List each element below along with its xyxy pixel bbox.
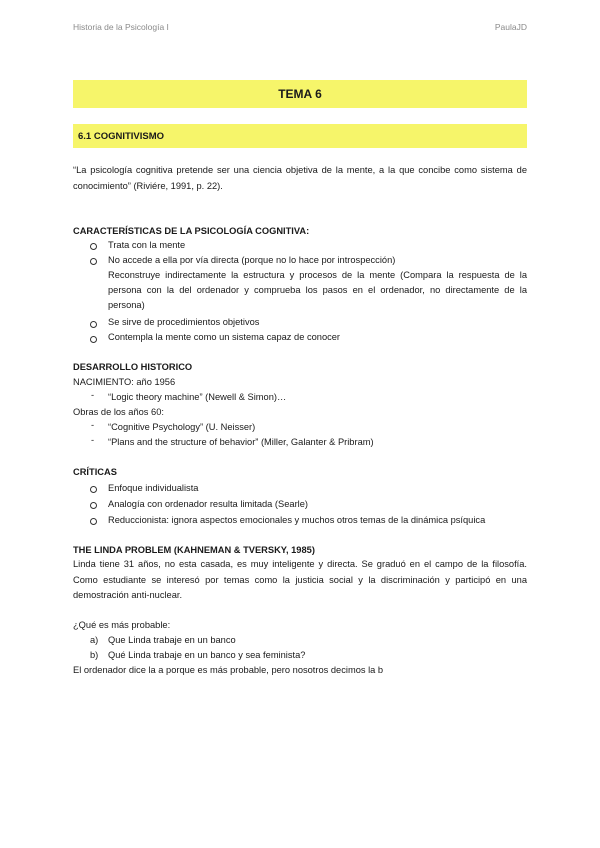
dash-bullet-icon: - — [91, 390, 95, 400]
linda-heading: THE LINDA PROBLEM (KAHNEMAN & TVERSKY, 1985) — [73, 545, 315, 555]
list-item: “Cognitive Psychology” (U. Neisser) — [108, 422, 256, 432]
list-item: “Plans and the structure of behavior” (Miller, Galanter & Pribram) — [108, 437, 374, 447]
list-item: No accede a ella por vía directa (porque no lo hace por introspección) — [108, 255, 396, 265]
option-label: a) — [90, 635, 99, 645]
bullet-circle-icon — [90, 486, 97, 493]
option-text: Qué Linda trabaje en un banco y sea feminista? — [108, 650, 306, 660]
header-author: PaulaJD — [494, 22, 527, 32]
caracteristicas-heading: CARACTERÍSTICAS DE LA PSICOLOGÍA COGNITIVA: — [73, 226, 310, 236]
bullet-circle-icon — [90, 336, 97, 343]
option-text: Que Linda trabaje en un banco — [108, 635, 236, 645]
list-item: “Logic theory machine” (Newell & Simon)… — [108, 392, 287, 402]
list-item: Contempla la mente como un sistema capaz de conocer — [108, 332, 341, 342]
linda-paragraph: Linda tiene 31 años, no esta casada, es muy inteligente y directa. Se graduó en el campo de la filosofía. Como estudiante se interesó por temas como la justicia social y la discriminación y participó en una demostración anti-nuclear. — [73, 559, 527, 600]
page-title: TEMA 6 — [73, 80, 527, 108]
obras-text: Obras de los años 60: — [73, 407, 164, 417]
dash-bullet-icon: - — [91, 435, 95, 445]
bullet-circle-icon — [90, 518, 97, 525]
section-heading: 6.1 COGNITIVISMO — [73, 124, 527, 148]
linda-question: ¿Qué es más probable: — [73, 620, 171, 630]
bullet-circle-icon — [90, 321, 97, 328]
list-item-continuation: Reconstruye indirectamente la estructura y procesos de la mente (Compara la respuesta de la persona con la del ordenador y comprueba los pasos en el ordenador, no directamente de la persona) — [108, 270, 527, 310]
list-item: Trata con la mente — [108, 240, 186, 250]
linda-conclusion: El ordenador dice la a porque es más probable, pero nosotros decimos la b — [73, 665, 384, 675]
header-subject: Historia de la Psicología I — [73, 22, 169, 32]
list-item: Analogía con ordenador resulta limitada (Searle) — [108, 499, 308, 509]
list-item: Se sirve de procedimientos objetivos — [108, 317, 260, 327]
bullet-circle-icon — [90, 258, 97, 265]
list-item: Reduccionista: ignora aspectos emocionales y muchos otros temas de la dinámica psíquica — [108, 515, 486, 525]
list-item: Enfoque individualista — [108, 483, 199, 493]
bullet-circle-icon — [90, 502, 97, 509]
desarrollo-heading: DESARROLLO HISTORICO — [73, 362, 193, 372]
bullet-circle-icon — [90, 243, 97, 250]
option-label: b) — [90, 650, 99, 660]
quote-paragraph: “La psicología cognitiva pretende ser una ciencia objetiva de la mente, a la que concibe como sistema de conocimiento” (Riviére, 1991, p. 22). — [73, 165, 527, 191]
criticas-heading: CRÍTICAS — [73, 467, 117, 477]
dash-bullet-icon: - — [91, 420, 95, 430]
nacimiento-text: NACIMIENTO: año 1956 — [73, 377, 176, 387]
